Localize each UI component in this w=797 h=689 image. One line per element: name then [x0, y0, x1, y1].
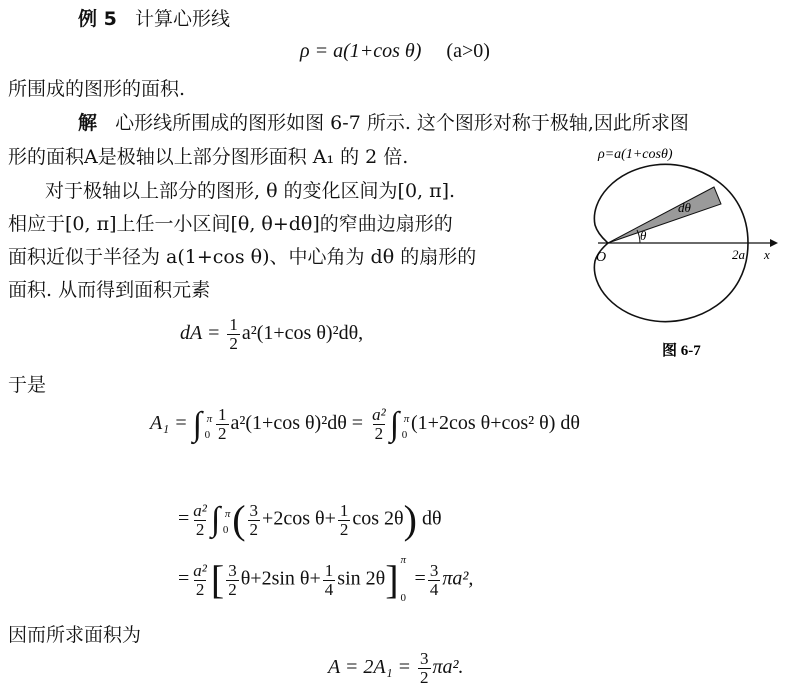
integral-upper: π	[403, 412, 410, 425]
figure-caption: 图 6-7	[662, 343, 701, 359]
limit-upper: π	[400, 554, 407, 566]
left-paren: (	[232, 497, 246, 542]
integral-sign: ∫ π 0	[211, 505, 220, 535]
numerator: 3	[420, 649, 429, 668]
numerator: a²	[372, 405, 386, 424]
para2-line4: 面积. 从而得到面积元素	[8, 279, 211, 301]
final-formula	[328, 650, 464, 687]
step3-end: πa²,	[442, 567, 474, 590]
final-lhs: A = 2A₁ =	[328, 656, 412, 679]
step2-end: dθ	[421, 507, 442, 530]
denominator: 2	[218, 424, 227, 443]
para2-line3: 面积近似于半径为 a(1+cos θ)、中心角为 dθ 的扇形的	[8, 246, 477, 268]
fraction-three-half	[226, 562, 239, 599]
dA-rest: a²(1+cos θ)²dθ,	[241, 322, 364, 345]
integral-sign: ∫ π 0	[390, 410, 399, 440]
step2-formula	[178, 497, 442, 542]
step2-mid2: cos 2θ	[352, 507, 404, 530]
fraction-three-quarter	[428, 562, 441, 599]
numerator: 1	[339, 500, 349, 520]
fraction-half	[216, 406, 229, 443]
step3-mid1: θ+2sin θ+	[240, 567, 321, 590]
denominator: 2	[229, 334, 238, 353]
conclusion-text: 因而所求面积为	[8, 624, 142, 646]
equals: =	[414, 567, 426, 590]
denominator: 2	[195, 519, 205, 539]
numerator: a²	[193, 500, 207, 520]
right-paren: )	[403, 497, 417, 542]
integral-sign: ∫ π 0	[193, 410, 202, 440]
denominator: 2	[374, 424, 384, 443]
denominator: 4	[429, 579, 439, 599]
limit-lower: 0	[400, 592, 407, 604]
equals: =	[178, 567, 190, 590]
integral-lower: 0	[222, 524, 229, 536]
solution-text1: 心形线所围成的图形如图 6-7 所示. 这个图形对称于极轴,因此所求图	[115, 112, 689, 134]
A1-lhs: A₁ =	[150, 412, 188, 435]
cardioid-figure	[570, 140, 795, 370]
example-heading	[78, 6, 230, 32]
example-formula	[300, 40, 490, 63]
example-formula-cond: (a>0)	[446, 40, 490, 62]
two-a-label: 2a	[732, 247, 745, 262]
dA-formula	[180, 316, 363, 353]
example-formula-rho: ρ = a(1+cos θ)	[300, 40, 422, 62]
evaluation-limits	[399, 554, 415, 604]
fraction-half	[338, 502, 351, 539]
x-axis-arrow	[770, 239, 778, 247]
curve-label: ρ=a(1+cosθ)	[598, 147, 673, 162]
numerator: 3	[429, 560, 439, 580]
numerator: 1	[324, 560, 334, 580]
solution-line2: 形的面积A是极轴以上部分图形面积 A₁ 的 2 倍.	[8, 146, 409, 168]
origin-label: O	[596, 250, 607, 265]
denominator: 2	[339, 519, 349, 539]
denominator: 2	[420, 668, 429, 687]
para2-line1: 对于极轴以上部分的图形, θ 的变化区间为[0, π].	[45, 180, 456, 202]
step3-formula	[178, 554, 474, 604]
denominator: 2	[228, 579, 237, 599]
fraction-a2-half	[191, 502, 209, 539]
denominator: 2	[195, 579, 205, 599]
solution-label: 解	[78, 112, 98, 134]
para2-line2: 相应于[0, π]上任一小区间[θ, θ+dθ]的窄曲边扇形的	[8, 213, 453, 235]
numerator: 1	[229, 315, 238, 334]
fraction-three-half	[418, 650, 431, 687]
example-title: 计算心形线	[134, 8, 230, 30]
example-line2: 所围成的图形的面积.	[8, 78, 186, 100]
integral-lower: 0	[401, 428, 408, 441]
equals: =	[178, 507, 190, 530]
denominator: 4	[324, 579, 334, 599]
dtheta-label: dθ	[678, 200, 691, 215]
yushi-text: 于是	[8, 374, 47, 396]
A1-rest: (1+2cos θ+cos² θ) dθ	[411, 412, 580, 435]
integral-upper: π	[224, 508, 231, 520]
solution-line1	[78, 110, 689, 136]
fraction-a2-half	[370, 406, 388, 443]
right-bracket: ]	[385, 557, 399, 602]
numerator: 1	[218, 405, 227, 424]
left-bracket: [	[210, 557, 225, 602]
fraction-quarter	[323, 562, 336, 599]
step2-mid1: +2cos θ+	[262, 507, 336, 530]
A1-mid: a²(1+cos θ)²dθ =	[230, 412, 364, 435]
fraction-a2-half	[191, 562, 209, 599]
fraction-half	[227, 316, 240, 353]
numerator: a²	[193, 560, 207, 580]
integral-upper: π	[206, 412, 213, 425]
A1-formula	[150, 406, 580, 443]
example-label: 例 5	[78, 8, 117, 30]
fraction-three-half	[248, 502, 261, 539]
dtheta-sector	[608, 187, 721, 243]
theta-label: θ	[640, 228, 647, 243]
dA-lhs: dA =	[180, 322, 221, 345]
step3-mid2: sin 2θ	[337, 567, 386, 590]
numerator: 3	[228, 560, 237, 580]
x-axis-label: x	[764, 247, 770, 262]
numerator: 3	[249, 500, 259, 520]
integral-lower: 0	[204, 428, 211, 441]
final-rest: πa².	[432, 656, 464, 679]
denominator: 2	[249, 519, 259, 539]
